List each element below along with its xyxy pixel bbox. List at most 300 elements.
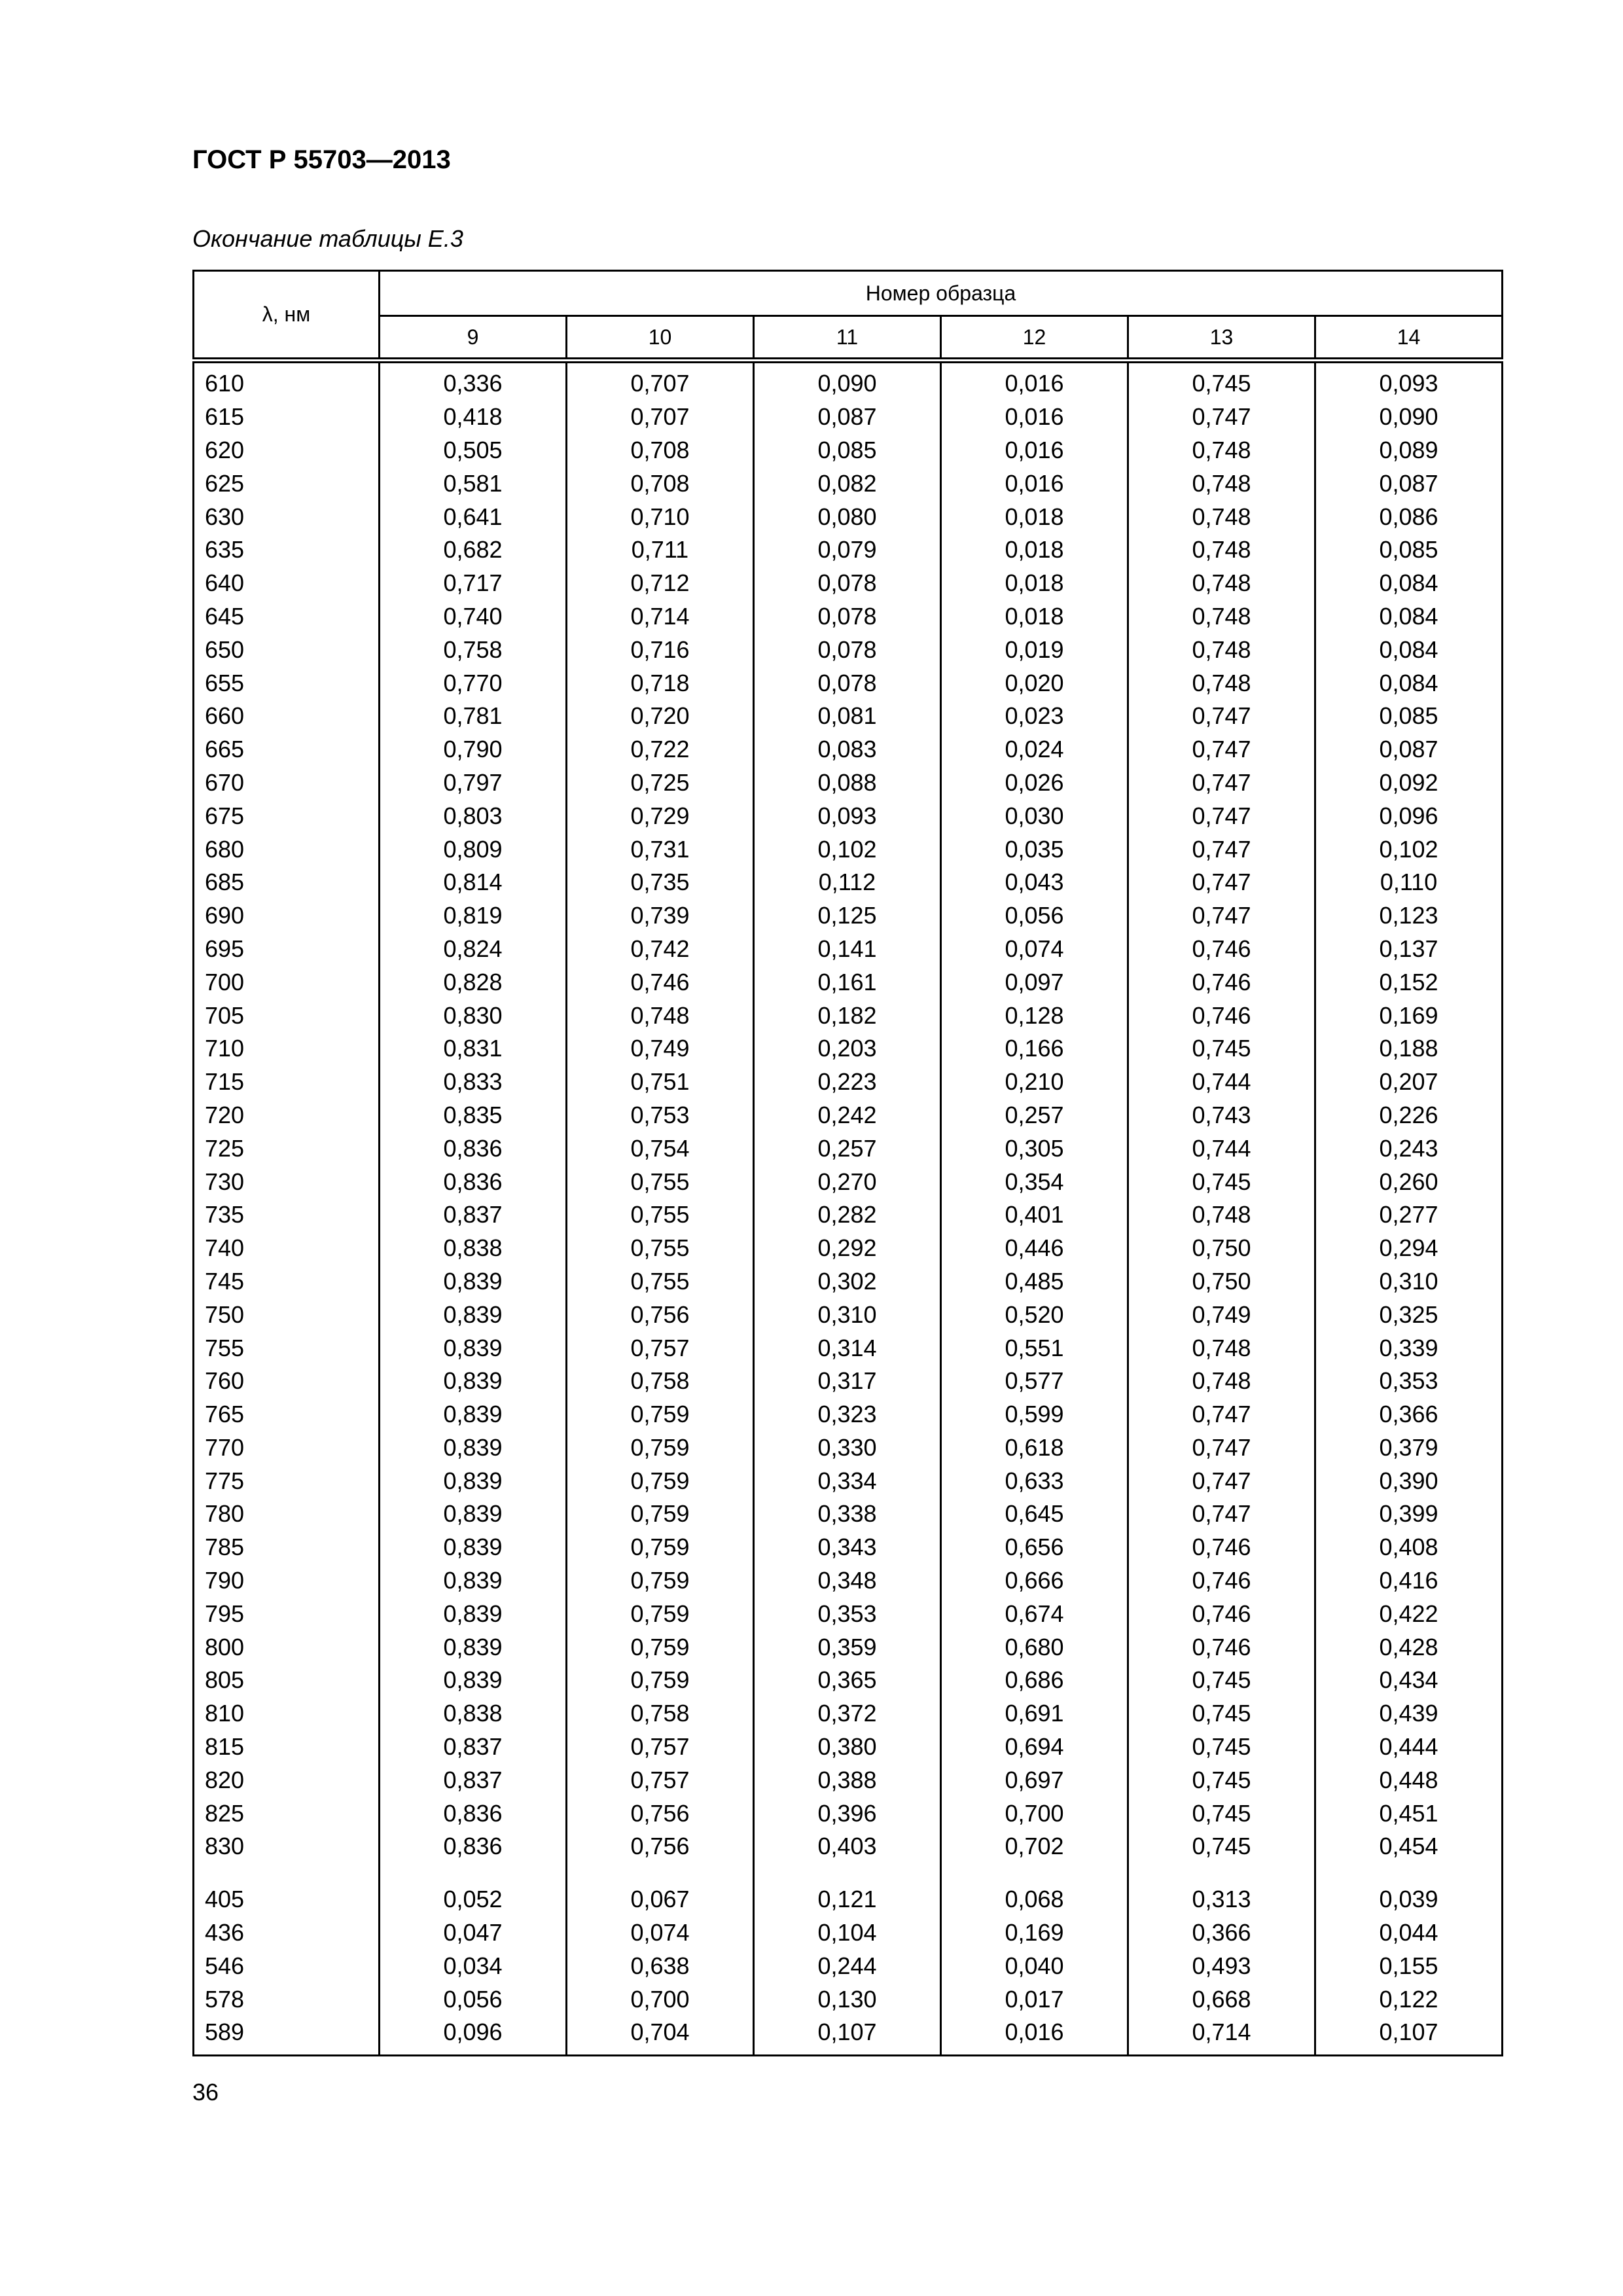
wavelength-cell: 615: [194, 401, 380, 434]
table-row: [194, 1331, 1503, 1365]
value-cell: 0,282: [754, 1198, 941, 1232]
value-cell: 0,188: [1315, 1032, 1503, 1066]
value-cell: 0,711: [567, 533, 754, 567]
spectral-data-table: [192, 270, 1503, 2056]
value-cell: 0,093: [754, 799, 941, 833]
value-cell: 0,836: [380, 1165, 567, 1198]
table-row: [194, 999, 1503, 1032]
value-cell: 0,087: [1315, 733, 1503, 766]
table-body: [194, 361, 1503, 2056]
value-cell: 0,380: [754, 1731, 941, 1764]
header-sample-13: 13: [1128, 316, 1315, 361]
value-cell: 0,755: [567, 1198, 754, 1232]
wavelength-cell: 735: [194, 1198, 380, 1232]
value-cell: 0,746: [1128, 1630, 1315, 1664]
value-cell: 0,074: [941, 933, 1128, 966]
value-cell: 0,137: [1315, 933, 1503, 966]
wavelength-cell: 660: [194, 700, 380, 733]
value-cell: 0,024: [941, 733, 1128, 766]
wavelength-cell: 725: [194, 1132, 380, 1165]
value-cell: 0,745: [1128, 1165, 1315, 1198]
value-cell: 0,759: [567, 1498, 754, 1531]
wavelength-cell: 745: [194, 1265, 380, 1299]
value-cell: 0,388: [754, 1763, 941, 1797]
wavelength-cell: 720: [194, 1099, 380, 1132]
value-cell: 0,401: [941, 1198, 1128, 1232]
value-cell: 0,712: [567, 567, 754, 600]
value-cell: 0,366: [1315, 1398, 1503, 1431]
table-row: [194, 533, 1503, 567]
value-cell: 0,074: [567, 1916, 754, 1950]
wavelength-cell: 695: [194, 933, 380, 966]
table-row: [194, 1564, 1503, 1598]
table-row: [194, 866, 1503, 899]
value-cell: 0,831: [380, 1032, 567, 1066]
value-cell: 0,747: [1128, 766, 1315, 800]
header-sample-14: 14: [1315, 316, 1503, 361]
value-cell: 0,757: [567, 1331, 754, 1365]
value-cell: 0,399: [1315, 1498, 1503, 1531]
value-cell: 0,125: [754, 899, 941, 933]
value-cell: 0,749: [1128, 1298, 1315, 1331]
wavelength-cell: 680: [194, 833, 380, 866]
value-cell: 0,839: [380, 1398, 567, 1431]
value-cell: 0,084: [1315, 633, 1503, 666]
value-cell: 0,691: [941, 1697, 1128, 1731]
value-cell: 0,836: [380, 1830, 567, 1863]
header-wavelength: λ, нм: [194, 271, 380, 361]
value-cell: 0,809: [380, 833, 567, 866]
value-cell: 0,754: [567, 1132, 754, 1165]
value-cell: 0,748: [1128, 500, 1315, 533]
value-cell: 0,122: [1315, 1982, 1503, 2016]
value-cell: 0,819: [380, 899, 567, 933]
value-cell: 0,016: [941, 401, 1128, 434]
table-row: [194, 1830, 1503, 1863]
wavelength-cell: 665: [194, 733, 380, 766]
value-cell: 0,749: [567, 1032, 754, 1066]
value-cell: 0,035: [941, 833, 1128, 866]
value-cell: 0,018: [941, 567, 1128, 600]
value-cell: 0,090: [1315, 401, 1503, 434]
value-cell: 0,294: [1315, 1232, 1503, 1265]
value-cell: 0,700: [567, 1982, 754, 2016]
wavelength-cell: 625: [194, 467, 380, 500]
value-cell: 0,485: [941, 1265, 1128, 1299]
value-cell: 0,839: [380, 1564, 567, 1598]
value-cell: 0,759: [567, 1464, 754, 1498]
value-cell: 0,757: [567, 1731, 754, 1764]
value-cell: 0,016: [941, 361, 1128, 401]
value-cell: 0,797: [380, 766, 567, 800]
value-cell: 0,746: [1128, 999, 1315, 1032]
value-cell: 0,097: [941, 965, 1128, 999]
value-cell: 0,633: [941, 1464, 1128, 1498]
value-cell: 0,722: [567, 733, 754, 766]
value-cell: 0,745: [1128, 1763, 1315, 1797]
value-cell: 0,745: [1128, 361, 1315, 401]
wavelength-cell: 700: [194, 965, 380, 999]
value-cell: 0,019: [941, 633, 1128, 666]
value-cell: 0,747: [1128, 1431, 1315, 1465]
value-cell: 0,078: [754, 666, 941, 700]
table-row: [194, 1916, 1503, 1950]
value-cell: 0,781: [380, 700, 567, 733]
value-cell: 0,748: [567, 999, 754, 1032]
value-cell: 0,839: [380, 1265, 567, 1299]
value-cell: 0,710: [567, 500, 754, 533]
table-row: [194, 1949, 1503, 1982]
value-cell: 0,161: [754, 965, 941, 999]
value-cell: 0,745: [1128, 1032, 1315, 1066]
value-cell: 0,084: [1315, 600, 1503, 634]
value-cell: 0,182: [754, 999, 941, 1032]
value-cell: 0,016: [941, 434, 1128, 467]
wavelength-cell: 785: [194, 1531, 380, 1564]
value-cell: 0,746: [1128, 965, 1315, 999]
value-cell: 0,756: [567, 1797, 754, 1830]
value-cell: 0,757: [567, 1763, 754, 1797]
value-cell: 0,434: [1315, 1664, 1503, 1697]
table-row: [194, 933, 1503, 966]
value-cell: 0,743: [1128, 1099, 1315, 1132]
value-cell: 0,030: [941, 799, 1128, 833]
value-cell: 0,618: [941, 1431, 1128, 1465]
value-cell: 0,748: [1128, 666, 1315, 700]
value-cell: 0,836: [380, 1132, 567, 1165]
value-cell: 0,747: [1128, 700, 1315, 733]
table-row: [194, 766, 1503, 800]
wavelength-cell: 630: [194, 500, 380, 533]
value-cell: 0,716: [567, 633, 754, 666]
table-row: [194, 1498, 1503, 1531]
table-row: [194, 1232, 1503, 1265]
wavelength-cell: 690: [194, 899, 380, 933]
value-cell: 0,203: [754, 1032, 941, 1066]
value-cell: 0,755: [567, 1265, 754, 1299]
value-cell: 0,824: [380, 933, 567, 966]
value-cell: 0,085: [1315, 533, 1503, 567]
value-cell: 0,310: [754, 1298, 941, 1331]
value-cell: 0,396: [754, 1797, 941, 1830]
value-cell: 0,758: [567, 1697, 754, 1731]
table-row: [194, 500, 1503, 533]
value-cell: 0,372: [754, 1697, 941, 1731]
value-cell: 0,745: [1128, 1664, 1315, 1697]
value-cell: 0,748: [1128, 633, 1315, 666]
value-cell: 0,746: [1128, 1531, 1315, 1564]
value-cell: 0,085: [1315, 700, 1503, 733]
wavelength-cell: 825: [194, 1797, 380, 1830]
value-cell: 0,093: [1315, 361, 1503, 401]
value-cell: 0,839: [380, 1464, 567, 1498]
header-sample-10: 10: [567, 316, 754, 361]
wavelength-cell: 805: [194, 1664, 380, 1697]
wavelength-cell: 730: [194, 1165, 380, 1198]
wavelength-cell: 670: [194, 766, 380, 800]
value-cell: 0,729: [567, 799, 754, 833]
value-cell: 0,081: [754, 700, 941, 733]
value-cell: 0,770: [380, 666, 567, 700]
value-cell: 0,708: [567, 434, 754, 467]
value-cell: 0,359: [754, 1630, 941, 1664]
value-cell: 0,747: [1128, 799, 1315, 833]
value-cell: 0,422: [1315, 1597, 1503, 1630]
value-cell: 0,444: [1315, 1731, 1503, 1764]
value-cell: 0,756: [567, 1830, 754, 1863]
table-row: [194, 1982, 1503, 2016]
table-row: [194, 965, 1503, 999]
value-cell: 0,353: [754, 1597, 941, 1630]
value-cell: 0,746: [1128, 1597, 1315, 1630]
value-cell: 0,803: [380, 799, 567, 833]
value-cell: 0,034: [380, 1949, 567, 1982]
table-row: [194, 1431, 1503, 1465]
table-row: [194, 1165, 1503, 1198]
value-cell: 0,023: [941, 700, 1128, 733]
value-cell: 0,056: [941, 899, 1128, 933]
value-cell: 0,745: [1128, 1731, 1315, 1764]
value-cell: 0,310: [1315, 1265, 1503, 1299]
value-cell: 0,092: [1315, 766, 1503, 800]
wavelength-cell: 710: [194, 1032, 380, 1066]
value-cell: 0,837: [380, 1731, 567, 1764]
value-cell: 0,026: [941, 766, 1128, 800]
value-cell: 0,338: [754, 1498, 941, 1531]
value-cell: 0,748: [1128, 467, 1315, 500]
value-cell: 0,257: [754, 1132, 941, 1165]
value-cell: 0,744: [1128, 1066, 1315, 1099]
value-cell: 0,748: [1128, 533, 1315, 567]
wavelength-cell: 780: [194, 1498, 380, 1531]
value-cell: 0,747: [1128, 899, 1315, 933]
value-cell: 0,207: [1315, 1066, 1503, 1099]
value-cell: 0,067: [567, 1863, 754, 1916]
value-cell: 0,747: [1128, 1498, 1315, 1531]
wavelength-cell: 830: [194, 1830, 380, 1863]
value-cell: 0,707: [567, 361, 754, 401]
value-cell: 0,018: [941, 500, 1128, 533]
wavelength-cell: 750: [194, 1298, 380, 1331]
wavelength-cell: 820: [194, 1763, 380, 1797]
wavelength-cell: 800: [194, 1630, 380, 1664]
table-row: [194, 799, 1503, 833]
table-row: [194, 1630, 1503, 1664]
value-cell: 0,746: [567, 965, 754, 999]
value-cell: 0,520: [941, 1298, 1128, 1331]
value-cell: 0,790: [380, 733, 567, 766]
wavelength-cell: 815: [194, 1731, 380, 1764]
value-cell: 0,747: [1128, 1398, 1315, 1431]
value-cell: 0,243: [1315, 1132, 1503, 1165]
value-cell: 0,839: [380, 1331, 567, 1365]
value-cell: 0,083: [754, 733, 941, 766]
value-cell: 0,056: [380, 1982, 567, 2016]
value-cell: 0,354: [941, 1165, 1128, 1198]
value-cell: 0,759: [567, 1398, 754, 1431]
value-cell: 0,839: [380, 1498, 567, 1531]
value-cell: 0,305: [941, 1132, 1128, 1165]
value-cell: 0,428: [1315, 1630, 1503, 1664]
wavelength-cell: 546: [194, 1949, 380, 1982]
value-cell: 0,102: [754, 833, 941, 866]
value-cell: 0,130: [754, 1982, 941, 2016]
value-cell: 0,313: [1128, 1863, 1315, 1916]
wavelength-cell: 760: [194, 1365, 380, 1398]
table-row: [194, 600, 1503, 634]
value-cell: 0,759: [567, 1531, 754, 1564]
value-cell: 0,755: [567, 1232, 754, 1265]
value-cell: 0,089: [1315, 434, 1503, 467]
value-cell: 0,839: [380, 1531, 567, 1564]
value-cell: 0,835: [380, 1099, 567, 1132]
value-cell: 0,086: [1315, 500, 1503, 533]
value-cell: 0,082: [754, 467, 941, 500]
value-cell: 0,085: [754, 434, 941, 467]
value-cell: 0,088: [754, 766, 941, 800]
value-cell: 0,838: [380, 1232, 567, 1265]
value-cell: 0,020: [941, 666, 1128, 700]
value-cell: 0,747: [1128, 733, 1315, 766]
table-row: [194, 1198, 1503, 1232]
page-number: 36: [192, 2079, 219, 2106]
wavelength-cell: 810: [194, 1697, 380, 1731]
value-cell: 0,102: [1315, 833, 1503, 866]
value-cell: 0,403: [754, 1830, 941, 1863]
table-row: [194, 434, 1503, 467]
value-cell: 0,666: [941, 1564, 1128, 1598]
value-cell: 0,839: [380, 1431, 567, 1465]
value-cell: 0,836: [380, 1797, 567, 1830]
value-cell: 0,277: [1315, 1198, 1503, 1232]
value-cell: 0,018: [941, 533, 1128, 567]
value-cell: 0,418: [380, 401, 567, 434]
table-row: [194, 1066, 1503, 1099]
value-cell: 0,702: [941, 1830, 1128, 1863]
value-cell: 0,047: [380, 1916, 567, 1950]
table-row: [194, 700, 1503, 733]
value-cell: 0,720: [567, 700, 754, 733]
table-row: [194, 1697, 1503, 1731]
value-cell: 0,052: [380, 1863, 567, 1916]
value-cell: 0,155: [1315, 1949, 1503, 1982]
value-cell: 0,365: [754, 1664, 941, 1697]
value-cell: 0,830: [380, 999, 567, 1032]
table-row: [194, 1298, 1503, 1331]
value-cell: 0,018: [941, 600, 1128, 634]
table-row: [194, 633, 1503, 666]
header-sample-9: 9: [380, 316, 567, 361]
table-row: [194, 1797, 1503, 1830]
value-cell: 0,079: [754, 533, 941, 567]
value-cell: 0,748: [1128, 434, 1315, 467]
wavelength-cell: 790: [194, 1564, 380, 1598]
value-cell: 0,110: [1315, 866, 1503, 899]
value-cell: 0,260: [1315, 1165, 1503, 1198]
table-row: [194, 1464, 1503, 1498]
value-cell: 0,068: [941, 1863, 1128, 1916]
table-row: [194, 1731, 1503, 1764]
table-row: [194, 1597, 1503, 1630]
value-cell: 0,448: [1315, 1763, 1503, 1797]
value-cell: 0,656: [941, 1531, 1128, 1564]
value-cell: 0,169: [941, 1916, 1128, 1950]
table-row: [194, 2016, 1503, 2055]
wavelength-cell: 795: [194, 1597, 380, 1630]
wavelength-cell: 655: [194, 666, 380, 700]
value-cell: 0,746: [1128, 1564, 1315, 1598]
value-cell: 0,748: [1128, 1331, 1315, 1365]
value-cell: 0,343: [754, 1531, 941, 1564]
value-cell: 0,577: [941, 1365, 1128, 1398]
value-cell: 0,751: [567, 1066, 754, 1099]
value-cell: 0,416: [1315, 1564, 1503, 1598]
value-cell: 0,080: [754, 500, 941, 533]
value-cell: 0,040: [941, 1949, 1128, 1982]
value-cell: 0,169: [1315, 999, 1503, 1032]
value-cell: 0,694: [941, 1731, 1128, 1764]
wavelength-cell: 650: [194, 633, 380, 666]
header-sample-11: 11: [754, 316, 941, 361]
value-cell: 0,505: [380, 434, 567, 467]
table-row: [194, 1132, 1503, 1165]
value-cell: 0,759: [567, 1630, 754, 1664]
value-cell: 0,226: [1315, 1099, 1503, 1132]
value-cell: 0,084: [1315, 666, 1503, 700]
wavelength-cell: 645: [194, 600, 380, 634]
value-cell: 0,641: [380, 500, 567, 533]
value-cell: 0,708: [567, 467, 754, 500]
value-cell: 0,141: [754, 933, 941, 966]
value-cell: 0,379: [1315, 1431, 1503, 1465]
table-caption: Окончание таблицы Е.3: [192, 225, 463, 252]
wavelength-cell: 610: [194, 361, 380, 401]
document-title: ГОСТ Р 55703—2013: [192, 145, 451, 174]
value-cell: 0,039: [1315, 1863, 1503, 1916]
value-cell: 0,043: [941, 866, 1128, 899]
value-cell: 0,087: [1315, 467, 1503, 500]
value-cell: 0,166: [941, 1032, 1128, 1066]
value-cell: 0,837: [380, 1763, 567, 1797]
value-cell: 0,814: [380, 866, 567, 899]
wavelength-cell: 578: [194, 1982, 380, 2016]
value-cell: 0,740: [380, 600, 567, 634]
value-cell: 0,744: [1128, 1132, 1315, 1165]
value-cell: 0,599: [941, 1398, 1128, 1431]
table-row: [194, 1398, 1503, 1431]
value-cell: 0,107: [1315, 2016, 1503, 2055]
wavelength-cell: 770: [194, 1431, 380, 1465]
value-cell: 0,745: [1128, 1830, 1315, 1863]
value-cell: 0,839: [380, 1664, 567, 1697]
value-cell: 0,839: [380, 1597, 567, 1630]
value-cell: 0,078: [754, 567, 941, 600]
table-row: [194, 1664, 1503, 1697]
value-cell: 0,210: [941, 1066, 1128, 1099]
value-cell: 0,325: [1315, 1298, 1503, 1331]
value-cell: 0,747: [1128, 833, 1315, 866]
value-cell: 0,323: [754, 1398, 941, 1431]
wavelength-cell: 705: [194, 999, 380, 1032]
wavelength-cell: 775: [194, 1464, 380, 1498]
wavelength-cell: 715: [194, 1066, 380, 1099]
wavelength-cell: 640: [194, 567, 380, 600]
value-cell: 0,244: [754, 1949, 941, 1982]
value-cell: 0,096: [1315, 799, 1503, 833]
value-cell: 0,078: [754, 633, 941, 666]
value-cell: 0,454: [1315, 1830, 1503, 1863]
value-cell: 0,112: [754, 866, 941, 899]
